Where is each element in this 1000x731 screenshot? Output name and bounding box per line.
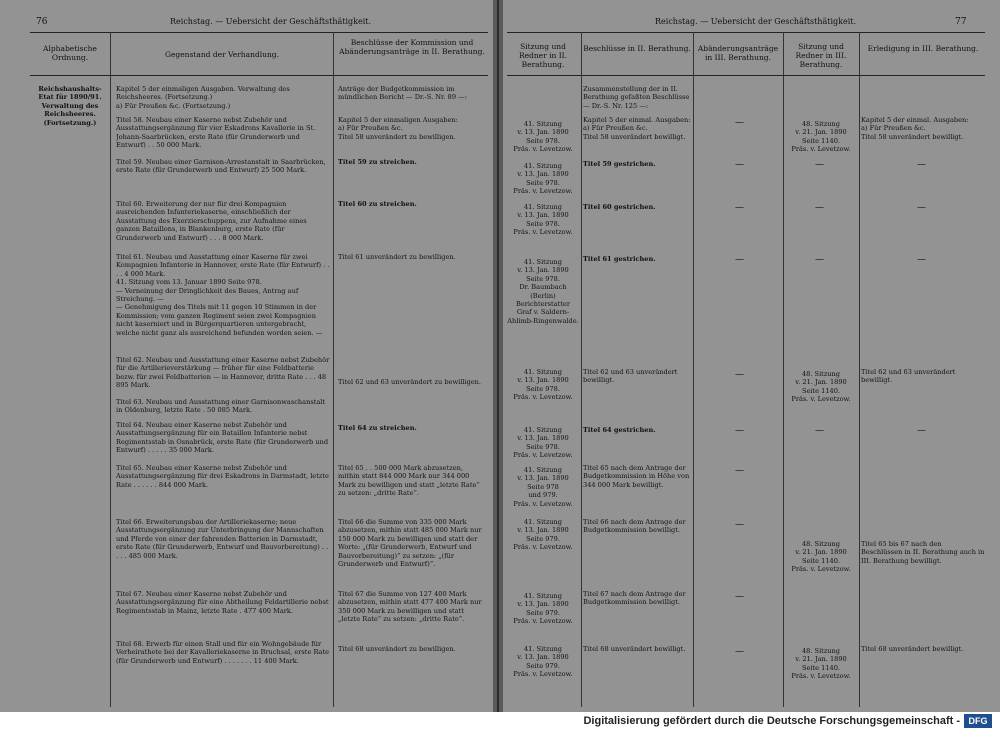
right-running-head: Reichstag. — Uebersicht der Geschäftsthätigkeit.	[655, 17, 857, 26]
result3-cell: Titel 62 und 63 unverändert bewilligt.	[861, 368, 956, 385]
result3-cell: Kapitel 5 der einmal. Ausgaben: a) Für Preußen &c. Titel 58 unverändert bewilligt.	[861, 116, 969, 141]
session3-cell: 48. Sitzung v. 21. Jan. 1890 Seite 1140. Präs. v. Levetzow.	[791, 540, 851, 574]
session2-cell: 41. Sitzung v. 13. Jan. 1890 Seite 978. Präs. v. Levetzow.	[513, 203, 573, 237]
left-col-header-decision: Beschlüsse der Kommission und Abänderungsanträge in II. Berathung.	[339, 38, 485, 56]
decision-cell: Titel 65 . . 500 000 Mark abzusetzen, mithin statt 844 000 Mark nur 344 000 Mark zu bewilligen und statt „letzte Rate“ zu setzen: „dritte Rate“.	[338, 464, 480, 498]
subject-cell: Titel 65. Neubau einer Kaserne nebst Zubehör und Ausstattungsergänzung für drei Eskadrons in Darmstadt, letzte Rate . . . . . . 844 000 Mark.	[116, 464, 329, 489]
right-header-rule	[507, 75, 985, 76]
decision2-cell: Titel 61 gestrichen.	[583, 255, 656, 263]
session3-cell: —	[815, 160, 824, 170]
decision-cell: Titel 60 zu streichen.	[338, 200, 417, 208]
decision-cell: Titel 61 unverändert zu bewilligen.	[338, 253, 456, 261]
left-top-rule	[30, 32, 488, 33]
amend3-cell: —	[735, 203, 744, 213]
amend3-cell: —	[735, 426, 744, 436]
amend3-cell: —	[735, 647, 744, 657]
session2-cell: 41. Sitzung v. 13. Jan. 1890 Seite 978. Präs. v. Levetzow.	[513, 120, 573, 154]
decision2-cell: Titel 64 gestrichen.	[583, 426, 656, 434]
session2-cell: 41. Sitzung v. 13. Jan. 1890 Seite 978 und 979. Präs. v. Levetzow.	[513, 466, 573, 508]
subject-cell: Titel 60. Erweiterung der nur für drei Kompagnien ausreichenden Infanteriekaserne, einschließlich der Ausstattung des Exerzierschuppens, zur Aufnahme eines ganzen Bataillons, in Blankenburg, erste Rate (für Grunderwerb und Entwurf) . . . 8 000 Mark.	[116, 200, 307, 242]
decision2-cell: Titel 65 nach dem Antrage der Budgetkommission in Höhe von 344 000 Mark bewilligt.	[583, 464, 690, 489]
right-col-divider-3	[783, 32, 784, 707]
amend3-cell: —	[735, 370, 744, 380]
amend3-cell: —	[735, 118, 744, 128]
dfg-logo: DFG	[964, 714, 992, 728]
decision-cell: Titel 62 und 63 unverändert zu bewilligen.	[338, 378, 482, 386]
result3-cell: Titel 68 unverändert bewilligt.	[861, 645, 964, 653]
decision2-cell: Titel 68 unverändert bewilligt.	[583, 645, 686, 653]
subject-cell: Kapitel 5 der einmaligen Ausgaben. Verwaltung des Reichsheeres. (Fortsetzung.) a) Für Preußen &c. (Fortsetzung.)	[116, 85, 290, 110]
right-col-divider-4	[859, 32, 860, 707]
right-col-header-decision2: Beschlüsse in II. Berathung.	[583, 44, 691, 53]
funding-notice: Digitalisierung gefördert durch die Deutsche Forschungsgemeinschaft -	[583, 715, 960, 727]
left-header-rule	[30, 75, 488, 76]
decision2-cell: Titel 67 nach dem Antrage der Budgetkommission bewilligt.	[583, 590, 686, 607]
decision2-cell: Titel 59 gestrichen.	[583, 160, 656, 168]
decision-cell: Kapitel 5 der einmaligen Ausgaben: a) Für Preußen &c. Titel 58 unverändert zu bewilligen.	[338, 116, 458, 141]
result3-cell: —	[917, 255, 926, 265]
right-col-header-session3: Sitzung und Redner in III. Berathung.	[795, 42, 847, 69]
subject-cell: Titel 67. Neubau einer Kaserne nebst Zubehör und Ausstattungsergänzung für eine Abtheilung Feldartillerie nebst Regimentsstab in Mainz, letzte Rate . 477 400 Mark.	[116, 590, 329, 615]
subject-cell: Titel 66. Erweiterungsbau der Artilleriekaserne; neue Ausstattungsergänzung zur Unterbringung der Mannschaften und Pferde von einer der fahrenden Batterien in Darmstadt, erste Rate (für Grunderwerb, Entwurf und Bauvorbereitung) . . . . . 485 000 Mark.	[116, 518, 329, 560]
session2-cell: 41. Sitzung v. 13. Jan. 1890 Seite 979. Präs. v. Levetzow.	[513, 645, 573, 679]
subject-cell: Titel 64. Neubau einer Kaserne nebst Zubehör und Ausstattungsergänzung für ein Bataillon Infanterie nebst Regimentsstab in Osnabrück, erste Rate (für Grunderwerb und Entwurf) . . . . . 35 000 Mark.	[116, 421, 329, 455]
session2-cell: 41. Sitzung v. 13. Jan. 1890 Seite 978. Präs. v. Levetzow.	[513, 426, 573, 460]
result3-cell: —	[917, 160, 926, 170]
decision2-cell: Titel 66 nach dem Antrage der Budgetkommission bewilligt.	[583, 518, 686, 535]
amend3-cell: —	[735, 592, 744, 602]
session2-cell: 41. Sitzung v. 13. Jan. 1890 Seite 979. Präs. v. Levetzow.	[513, 592, 573, 626]
right-col-header-amend3: Abänderungsanträge in III. Berathung.	[697, 44, 779, 62]
session3-cell: —	[815, 203, 824, 213]
session3-cell: —	[815, 255, 824, 265]
decision-cell: Titel 64 zu streichen.	[338, 424, 417, 432]
result3-cell: —	[917, 203, 926, 213]
right-col-divider-1	[581, 32, 582, 707]
category-label: Reichshaushalts-Etat für 1890/91. Verwaltung des Reichsheeres. (Fortsetzung.)	[38, 85, 102, 127]
session2-cell: 41. Sitzung v. 13. Jan. 1890 Seite 978. Präs. v. Levetzow.	[513, 368, 573, 402]
intro-note: Zusammenstellung der in II. Berathung gefaßten Beschlüsse — Dr.-S. Nr. 125 —:	[583, 85, 690, 110]
right-top-rule	[507, 32, 985, 33]
amend3-cell: —	[735, 466, 744, 476]
right-col-header-session2: Sitzung und Redner in II. Berathung.	[518, 42, 568, 69]
decision-cell: Anträge der Budgetkommission im mündlichen Bericht — Dr.-S. Nr. 89 —:	[338, 85, 467, 102]
subject-cell: Titel 68. Erwerb für einen Stall und für ein Wohngebäude für Verheirathete bei der Kavalleriekaserne in Bruchsal, erste Rate (für Grunderwerb und Entwurf) . . . . . . . 11 400 Mark.	[116, 640, 330, 665]
decision-cell: Titel 68 unverändert zu bewilligen.	[338, 645, 456, 653]
subject-cell: Titel 62. Neubau und Ausstattung einer Kaserne nebst Zubehör für die Artillerieverstärkung — früher für eine Feldbatterie bezw. für zwei Feldbatterien — in Hannover, dritte Rate . . . 48 895 Mark.	[116, 356, 330, 390]
decision2-cell: Titel 60 gestrichen.	[583, 203, 656, 211]
right-col-header-result3: Erledigung in III. Berathung.	[867, 44, 979, 53]
footer-bar	[0, 712, 1000, 731]
subject-cell: Titel 59. Neubau einer Garnison-Arrestanstalt in Saarbrücken, erste Rate (für Grunderwerb und Entwurf) 25 500 Mark.	[116, 158, 326, 175]
decision-cell: Titel 67 die Summe von 127 400 Mark abzusetzen, mithin statt 477 400 Mark nur 350 000 Mark zu bewilligen und statt „letzte Rate“ zu setzen: „dritte Rate“.	[338, 590, 482, 624]
right-page	[503, 0, 1000, 712]
decision-cell: Titel 59 zu streichen.	[338, 158, 417, 166]
decision-cell: Titel 66 die Summe von 335 000 Mark abzusetzen, mithin statt 485 000 Mark nur 150 000 Mark zu bewilligen und statt der Worte: „(für Grunderwerb, Entwurf und Bauvorbereitung)“ zu setzen: „(für Grunderwerb und Entwurf)“.	[338, 518, 482, 569]
session3-cell: 48. Sitzung v. 21. Jan. 1890 Seite 1140. Präs. v. Levetzow.	[791, 120, 851, 154]
right-col-divider-2	[693, 32, 694, 707]
session3-cell: 48. Sitzung v. 21. Jan. 1890 Seite 1140. Präs. v. Levetzow.	[791, 647, 851, 681]
amend3-cell: —	[735, 160, 744, 170]
subject-cell: Titel 63. Neubau und Ausstattung einer Garnisonwaschanstalt in Oldenburg, letzte Rate . 50 085 Mark.	[116, 398, 326, 415]
session2-cell: 41. Sitzung v. 13. Jan. 1890 Seite 978. Dr. Baumbach (Berlin) Berichterstatter Graf v. Saldern- Ahlimb-Ringenwalde.	[507, 258, 579, 325]
session3-cell: 48. Sitzung v. 21. Jan. 1890 Seite 1140. Präs. v. Levetzow.	[791, 370, 851, 404]
result3-cell: Titel 65 bis 67 nach den Beschlüssen in II. Berathung auch in III. Berathung bewilligt.	[861, 540, 985, 565]
left-running-head: Reichstag. — Uebersicht der Geschäftsthätigkeit.	[170, 17, 372, 26]
right-page-number: 77	[955, 17, 967, 27]
subject-cell: Titel 58. Neubau einer Kaserne nebst Zubehör und Ausstattungsergänzung für vier Eskadrons Kavallerie in St. Johann-Saarbrücken, erste Rate (für Grunderwerb und Entwurf) . . 50 000 Mark.	[116, 116, 316, 150]
left-page-number: 76	[36, 17, 48, 27]
session2-cell: 41. Sitzung v. 13. Jan. 1890 Seite 978. Präs. v. Levetzow.	[513, 162, 573, 196]
decision2-cell: Kapitel 5 der einmal. Ausgaben: a) Für Preußen &c. Titel 58 unverändert bewilligt.	[583, 116, 691, 141]
session2-cell: 41. Sitzung v. 13. Jan. 1890 Seite 979. Präs. v. Levetzow.	[513, 518, 573, 552]
session3-cell: —	[815, 426, 824, 436]
subject-cell: Titel 61. Neubau und Ausstattung einer Kaserne für zwei Kompagnien Infanterie in Hannover, erste Rate (für Entwurf) . . . . 4 000 Mark. 41. Sitzung vom 13. Januar 1890 Seite 978. — Verneinung der Dringlichkeit des Baues, Antrag auf Streichung. — — Genehmigung des Titels mit 11 gegen 10 Stimmen in der Kommission; vom ganzen Regiment seien zwei Kompagnien nicht kaserniert und in Bürgerquartieren untergebracht, welche nicht ganz als ausreichend befunden worden seien. —	[116, 253, 330, 337]
left-col-divider-1	[110, 32, 111, 707]
amend3-cell: —	[735, 520, 744, 530]
left-page	[0, 0, 493, 712]
left-col-header-order: Alphabetische Ordnung.	[43, 44, 97, 62]
result3-cell: —	[917, 426, 926, 436]
left-col-header-subject: Gegenstand der Verhandlung.	[165, 50, 279, 59]
left-col-divider-2	[333, 32, 334, 707]
decision2-cell: Titel 62 und 63 unverändert bewilligt.	[583, 368, 678, 385]
amend3-cell: —	[735, 255, 744, 265]
book-gutter	[493, 0, 503, 712]
